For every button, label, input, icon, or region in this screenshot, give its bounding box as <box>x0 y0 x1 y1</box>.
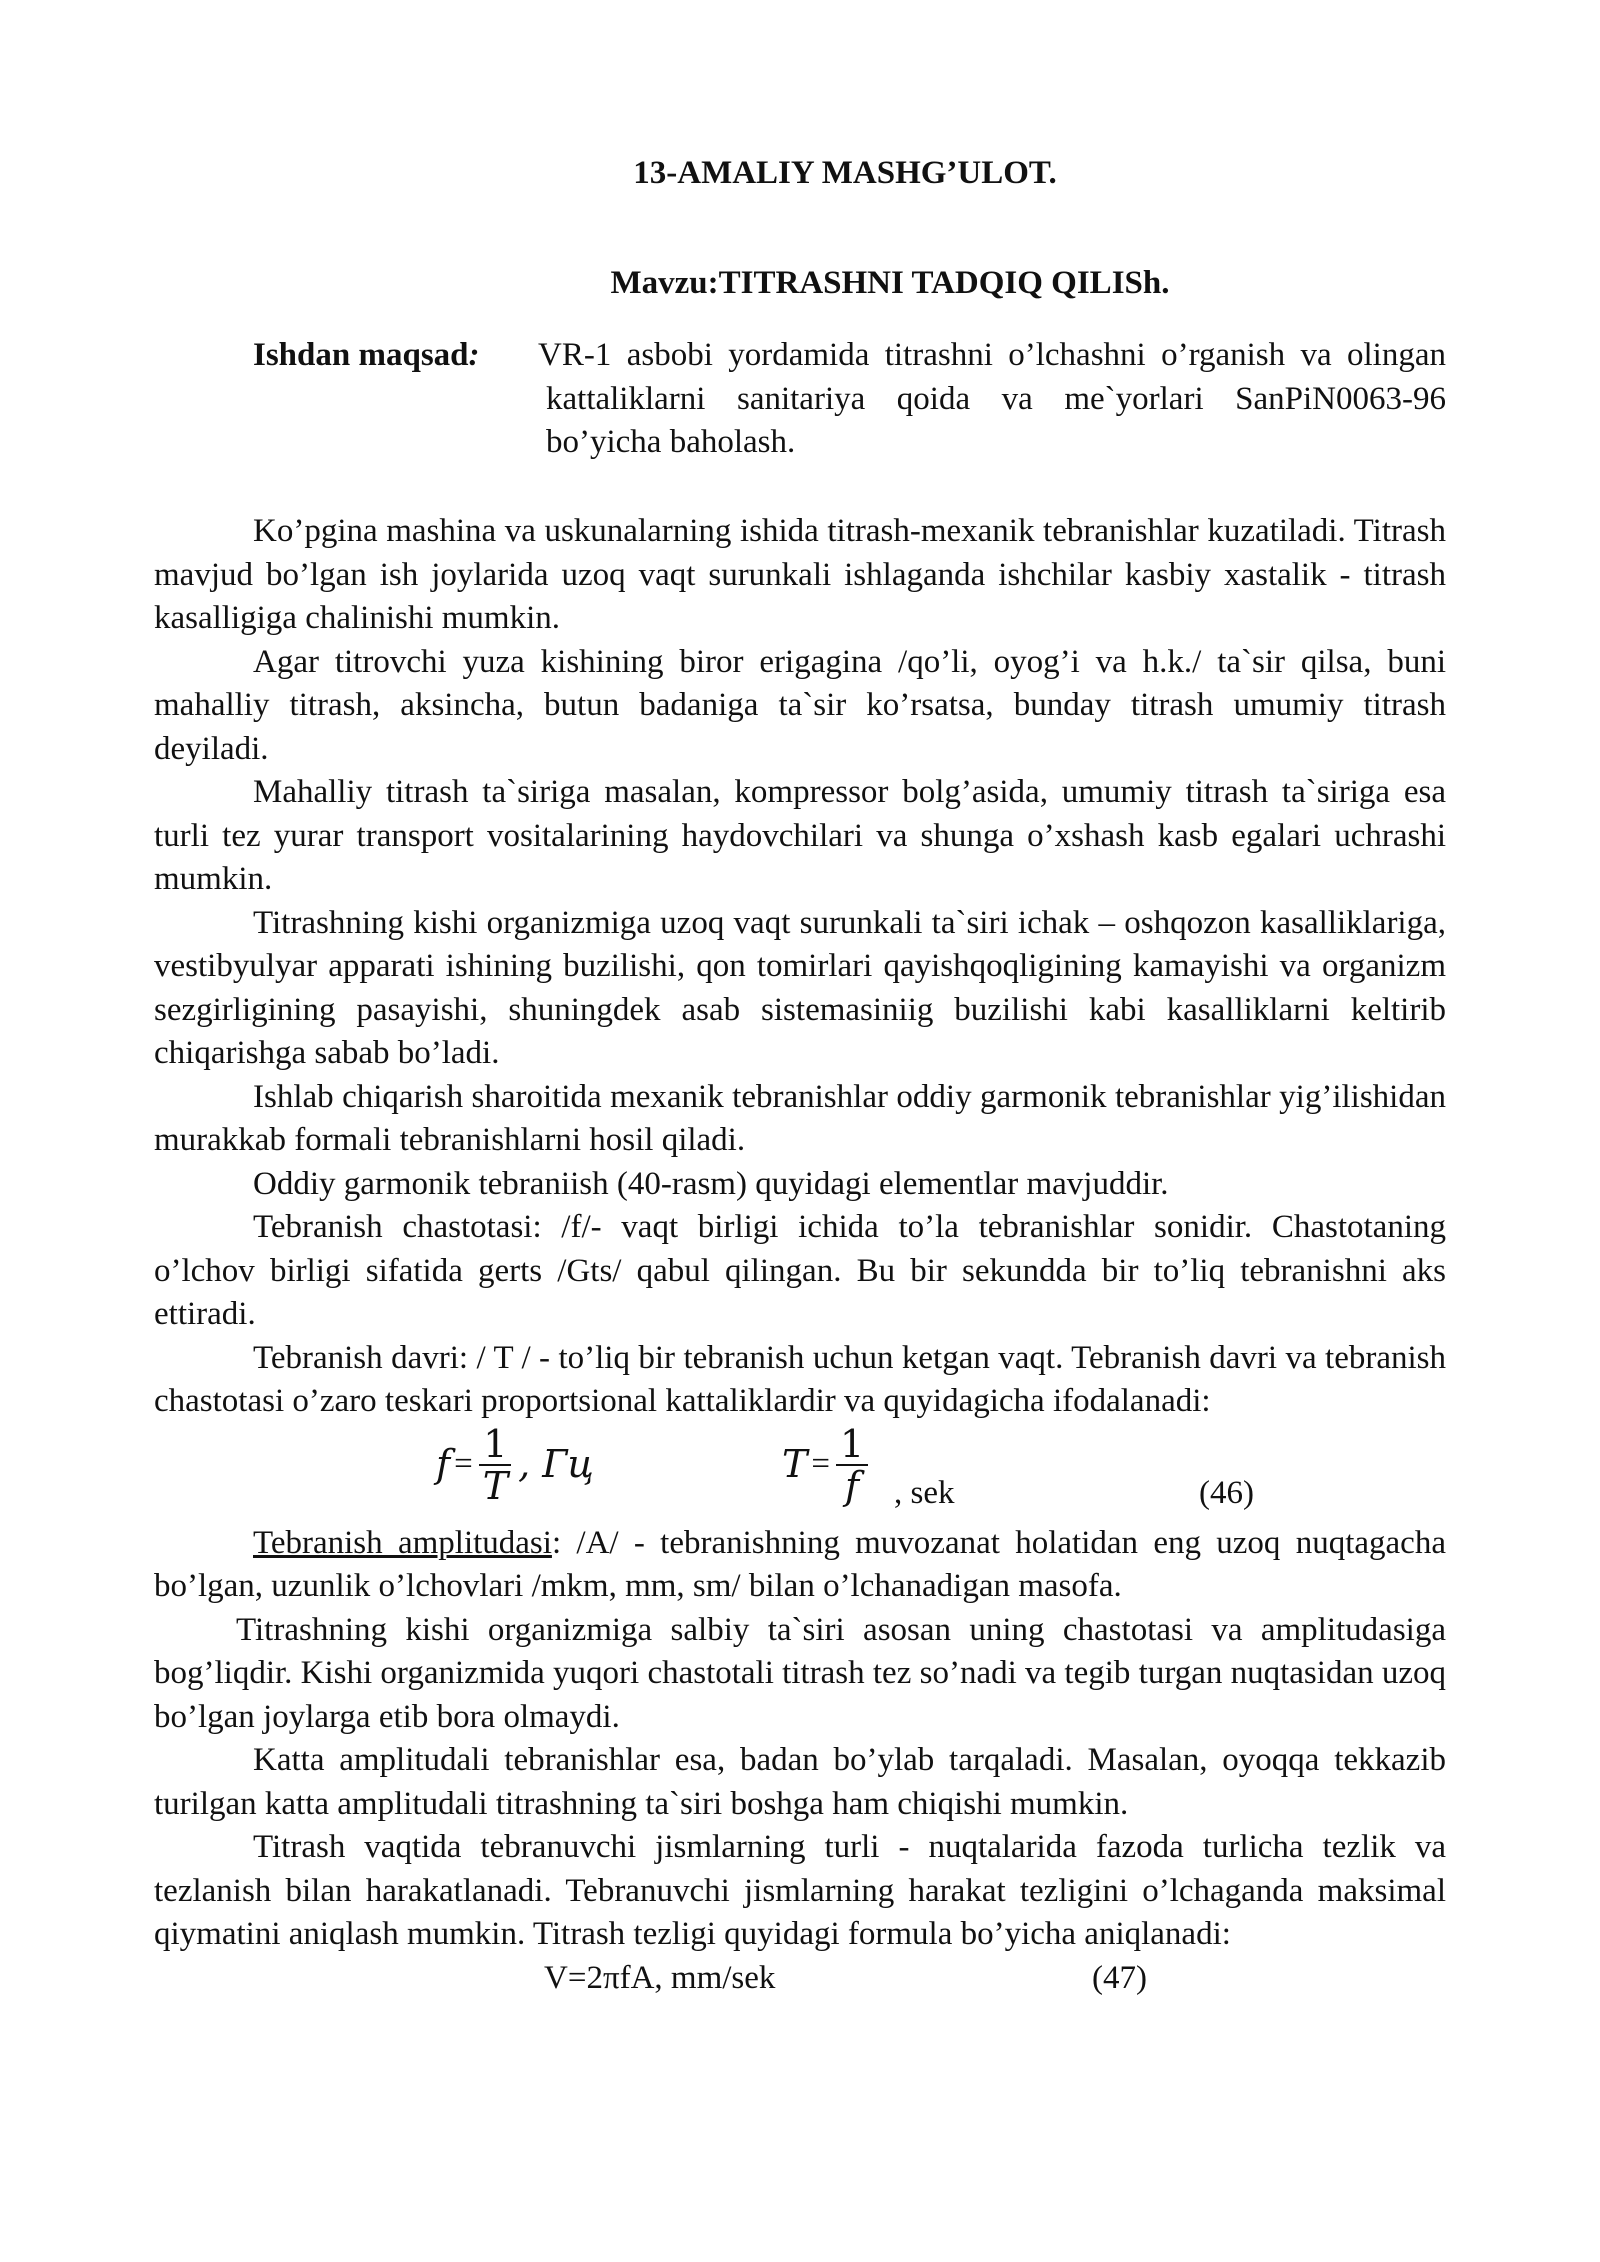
paragraph: Titrashning kishi organizmiga uzoq vaqt surunkali ta`siri ichak – oshqozon kasalliklariga, vestibyulyar apparati ishining buzilishi, qon tomirlari qayishqoqligining kamayishi va organizm sezgirligining pasayishi, shuningdek asab sistemasiniig buzilishi kabi kasalliklarni keltirib chiqarishga sabab bo’ladi. <box>154 904 1446 1071</box>
paragraph: Katta amplitudali tebranishlar esa, badan bo’ylab tarqaladi. Masalan, oyoqqa tekkazib turilgan katta amplitudali titrashning ta`siri boshga ham chiqishi mumkin. <box>154 1742 1446 1822</box>
formula-47 <box>154 1957 1446 2001</box>
fraction-numerator: 1 <box>479 1424 511 1466</box>
fraction <box>479 1421 512 1508</box>
formula-46 <box>154 1421 1446 1522</box>
equation-number: (46) <box>1199 1474 1254 1511</box>
fraction-numerator: 1 <box>836 1424 868 1466</box>
equation-number: (47) <box>1092 1959 1147 1996</box>
frequency-formula <box>436 1421 594 1508</box>
aim-label-text: Ishdan maqsad <box>253 337 469 373</box>
paragraph: Tebranish davri: / T / - to’liq bir tebranish uchun ketgan vaqt. Tebranish davri va tebranish chastotasi o’zaro teskari proportsional kattaliklardir va quyidagicha ifodalanadi: <box>154 1339 1446 1419</box>
fraction-denominator: T <box>482 1463 509 1508</box>
period-formula <box>782 1421 874 1508</box>
paragraph: Titrash vaqtida tebranuvchi jismlarning turli - nuqtalarida fazoda turlicha tezlik va tezlanish bilan harakatlanadi. Tebranuvchi jismlarning harakat tezligini o’lchaganda maksimal qiymatini aniqlash mumkin. Titrash tezligi quyidagi formula bo’yicha aniqlanadi: <box>154 1829 1446 1952</box>
formula-unit: , sek <box>894 1474 955 1511</box>
document-body <box>154 510 1446 2001</box>
aim-label <box>253 334 480 378</box>
formula-symbol: T <box>782 1441 808 1486</box>
paragraph: Mahalliy titrash ta`siriga masalan, kompressor bolg’asida, umumiy titrash ta`siriga esa turli tez yurar transport vositalarining haydovchilari va shunga o’xshash kasb egalari uchrashi mumkin. <box>154 774 1446 897</box>
aim-text: VR-1 asbobi yordamida titrashni o’lchashni o’rganish va olingan kattaliklarni sanitariya qoida va me`yorlari SanPiN0063-96 bo’yicha baholash. <box>538 337 1446 460</box>
aim-label-colon: : <box>468 337 480 373</box>
formula-symbol: f <box>436 1441 451 1486</box>
underlined-term: Tebranish amplitudasi <box>253 1524 552 1561</box>
topic-heading: Mavzu:TITRASHNI TADQIQ QILISh. <box>610 265 1170 301</box>
paragraph: Titrashning kishi organizmiga salbiy ta`siri asosan uning chastotasi va amplitudasiga bog’liqdir. Kishi organizmida yuqori chastotali titrash tez so’nadi va tegib turgan nuqtasidan uzoq bo’lgan joylarga etib bora olmaydi. <box>154 1611 1446 1735</box>
paragraph-text: : /A/ - tebranishning muvozanat holatidan eng uzoq nuqtagacha bo’lgan, uzunlik o’lchovlari /mkm, mm, sm/ bilan o’lchanadigan masofa. <box>154 1524 1446 1604</box>
formula-unit: , Гц <box>518 1441 594 1486</box>
fraction-denominator: f <box>845 1463 860 1508</box>
paragraph <box>154 1522 1446 1609</box>
paragraph: Ishlab chiqarish sharoitida mexanik tebranishlar oddiy garmonik tebranishlar yig’ilishidan murakkab formali tebranishlarni hosil qiladi. <box>154 1078 1446 1158</box>
fraction <box>836 1421 868 1508</box>
paragraph: Agar titrovchi yuza kishining biror erigagina /qo’li, oyog’i va h.k./ ta`sir qilsa, buni mahalliy titrash, aksincha, butun badaniga ta`sir ko’rsatsa, bunday titrash umumiy titrash deyiladi. <box>154 643 1446 767</box>
paragraph: Tebranish chastotasi: /f/- vaqt birligi ichida to’la tebranishlar sonidir. Chastotaning o’lchov birligi sifatida gerts /Gts/ qabul qilingan. Bu bir sekundda bir to’liq tebranishni aks ettiradi. <box>154 1209 1446 1332</box>
formula-equals: = <box>454 1445 473 1482</box>
paragraph: Oddiy garmonik tebraniish (40-rasm) quyidagi elementlar mavjuddir. <box>253 1165 1169 1202</box>
velocity-formula: V=2πfA, mm/sek <box>544 1959 776 1996</box>
paragraph: Ko’pgina mashina va uskunalarning ishida titrash-mexanik tebranishlar kuzatiladi. Titrash mavjud bo’lgan ish joylarida uzoq vaqt surunkali ishlaganda ishchilar kasbiy xastalik - titrash kasalligiga chalinishi mumkin. <box>154 513 1446 636</box>
aim-block <box>253 334 1446 465</box>
formula-equals: = <box>811 1445 830 1482</box>
page-title: 13-AMALIY MASHG’ULOT. <box>633 155 1057 191</box>
